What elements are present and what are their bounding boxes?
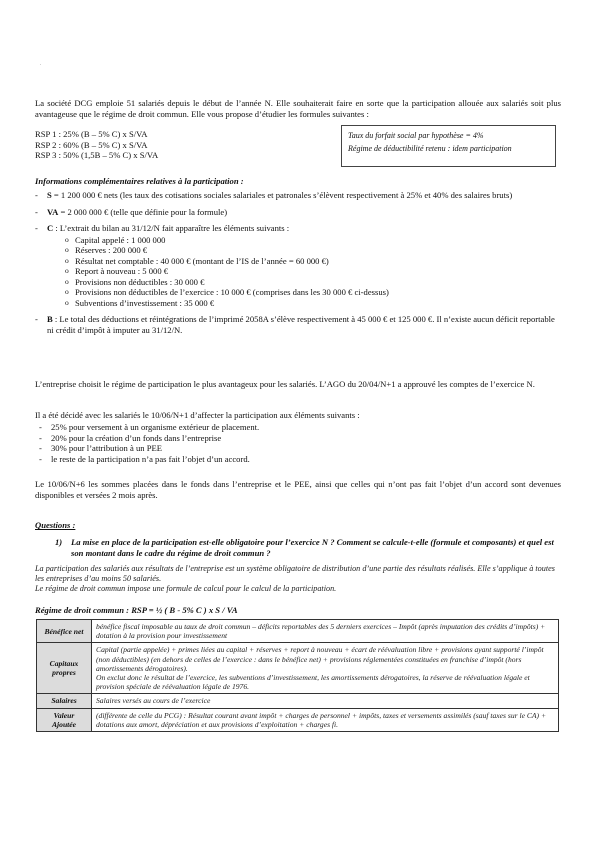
c-key: C <box>47 223 54 233</box>
rsp-formula: Régime de droit commun : RSP = ½ ( B - 5% C ) x S / VA <box>35 605 238 615</box>
intro-paragraph: La société DCG emploie 51 salariés depuis le début de l’année N. Elle souhaiterait faire en sorte que la participation allouée aux salariés soit plus avantageuse que le régime de droit commun. Elle vous propose d’étudier les formules suivantes : <box>35 98 561 119</box>
row-definition: Capital (partie appelée) + primes liées au capital + réserves + report à nouveau + écart de réévaluation libre + provisions ayant supporté l’impôt (non déductibles) (en dehors de celles de l’exercice : dans le bénéfice net) + provisions réglementées constituées en franchise d’impôt (hors amortissements dérogatoires). On exclut donc le résultat de l’exercice, les subventions d’investissement, les amortissements dérogatoires, la réserve de réévaluation légale et provision spéciale de réévaluation légale de 1976. <box>92 643 559 694</box>
c-item: o Capital appelé : 1 000 000 <box>65 235 561 246</box>
affectation-list <box>35 422 561 464</box>
b-text: : Le total des déductions et réintégrations de l’imprimé 2058A s’élève respectivement à 45 000 € et 125 000 €. Il n’existe aucun déficit reportable ni crédit d’impôt à imputer au 31/12/N. <box>47 314 555 335</box>
final-paragraph: Le 10/06/N+6 les sommes placées dans le fonds dans l’entreprise et le PEE, ainsi que celles qui n’ont pas fait l’objet d’un accord sont devenues disponibles et versées 2 mois après. <box>35 479 561 500</box>
table-row <box>37 643 559 694</box>
va-text: = 2 000 000 € (telle que définie pour la formule) <box>58 206 228 217</box>
c-sublist <box>35 235 561 309</box>
regime-paragraph: L’entreprise choisit le régime de participation le plus avantageux pour les salariés. L’AGO du 20/04/N+1 a approuvé les comptes de l’exercice N. <box>35 379 535 389</box>
question-1 <box>55 537 561 558</box>
row-definition: bénéfice fiscal imposable au taux de droit commun – déficits reportables des 5 derniers exercices – Impôt (après imputation des crédits d’impôts) + dotation à la provision pour investissement <box>92 620 559 643</box>
answer-block <box>35 564 561 595</box>
c-item: o Subventions d’investissement : 35 000 € <box>65 298 561 309</box>
info-list <box>35 190 561 335</box>
s-key: S <box>47 190 52 200</box>
affectation-item: - 25% pour versement à un organisme extérieur de placement. <box>35 422 561 433</box>
info-item-s: - S = 1 200 000 € nets (les taux des cotisations sociales salariales et patronales s’élèvent respectivement à 25% et 40% des salaires bruts) <box>35 190 513 200</box>
answer-paragraph: La participation des salariés aux résultats de l’entreprise est un système obligatoire de distribution d’une partie des résultats réalisés. Elle s’applique à toutes les entreprises d’au moins 50 salariés. <box>35 564 555 584</box>
row-header: Capitaux propres <box>37 643 92 694</box>
info-item-va: - VA = 2 000 000 € (telle que définie pour la formule) <box>35 206 228 217</box>
va-key: VA <box>47 206 59 217</box>
info-item-b: - B : Le total des déductions et réintégrations de l’imprimé 2058A s’élève respectivement à 45 000 € et 125 000 €. Il n’existe aucun déficit reportable ni crédit d’impôt à imputer au 31/12/N. <box>35 314 555 335</box>
table-row <box>37 620 559 643</box>
affectation-item: - 30% pour l’attribution à un PEE <box>35 443 561 454</box>
affectation-paragraph: Il a été décidé avec les salariés le 10/06/N+1 d’affecter la participation aux éléments suivants : <box>35 410 360 420</box>
question-1-text: La mise en place de la participation est-elle obligatoire pour l’exercice N ? Comment se calcule-t-elle (formule et composants) et quel est son montant dans le cadre du régime de droit commun ? <box>71 537 554 558</box>
answer-paragraph: Le régime de droit commun impose une formule de calcul pour le calcul de la participation. <box>35 584 337 594</box>
questions-title: Questions : <box>35 520 76 530</box>
s-text: = 1 200 000 € nets (les taux des cotisations sociales salariales et patronales s’élèvent respectivement à 25% et 40% des salaires bruts) <box>51 190 513 200</box>
formula-rsp2: RSP 2 : 60% (B – 5% C) x S/VA <box>35 139 148 150</box>
table-row <box>37 708 559 731</box>
page-dot: . <box>40 62 42 67</box>
row-definition: (différente de celle du PCG) : Résultat courant avant impôt + charges de personnel + impôts, taxes et versements assimilés (sauf taxes sur le CA) + dotations aux amort, dépréciation et aux provisions d’exploitation + charges fi. <box>92 708 559 731</box>
c-item: o Provisions non déductibles de l’exercice : 10 000 € (comprises dans les 30 000 € ci-dessus) <box>65 287 561 298</box>
c-item: o Réserves : 200 000 € <box>65 245 561 256</box>
row-header: Bénéfice net <box>37 620 92 643</box>
hypothesis-box <box>341 125 556 167</box>
definitions-table <box>36 619 559 732</box>
row-definition: Salaires versés au cours de l’exercice <box>92 694 559 708</box>
formula-rsp1: RSP 1 : 25% (B – 5% C) x S/VA <box>35 129 148 139</box>
c-item: o Résultat net comptable : 40 000 € (montant de l’IS de l’année = 60 000 €) <box>65 256 561 267</box>
table-row <box>37 694 559 708</box>
affectation-item: - le reste de la participation n’a pas fait l’objet d’un accord. <box>35 454 561 465</box>
formula-list <box>35 129 158 161</box>
affectation-item: - 20% pour la création d’un fonds dans l’entreprise <box>35 433 561 444</box>
question-1-number: 1) <box>55 537 63 547</box>
c-text: : L’extrait du bilan au 31/12/N fait apparaître les éléments suivants : <box>53 223 290 233</box>
info-item-c: - C : L’extrait du bilan au 31/12/N fait apparaître les éléments suivants : <box>35 223 290 233</box>
c-item: o Provisions non déductibles : 30 000 € <box>65 277 561 288</box>
b-key: B <box>47 314 53 324</box>
deductibility-note: Régime de déductibilité retenu : idem participation <box>348 143 512 153</box>
row-header: Salaires <box>37 694 92 708</box>
row-header: Valeur Ajoutée <box>37 708 92 731</box>
formula-rsp3: RSP 3 : 50% (1,5B – 5% C) x S/VA <box>35 150 159 161</box>
info-section-title: Informations complémentaires relatives à la participation : <box>35 176 244 186</box>
c-item: o Report à nouveau : 5 000 € <box>65 266 561 277</box>
forfait-social-note: Taux du forfait social par hypothèse = 4% <box>348 131 484 140</box>
